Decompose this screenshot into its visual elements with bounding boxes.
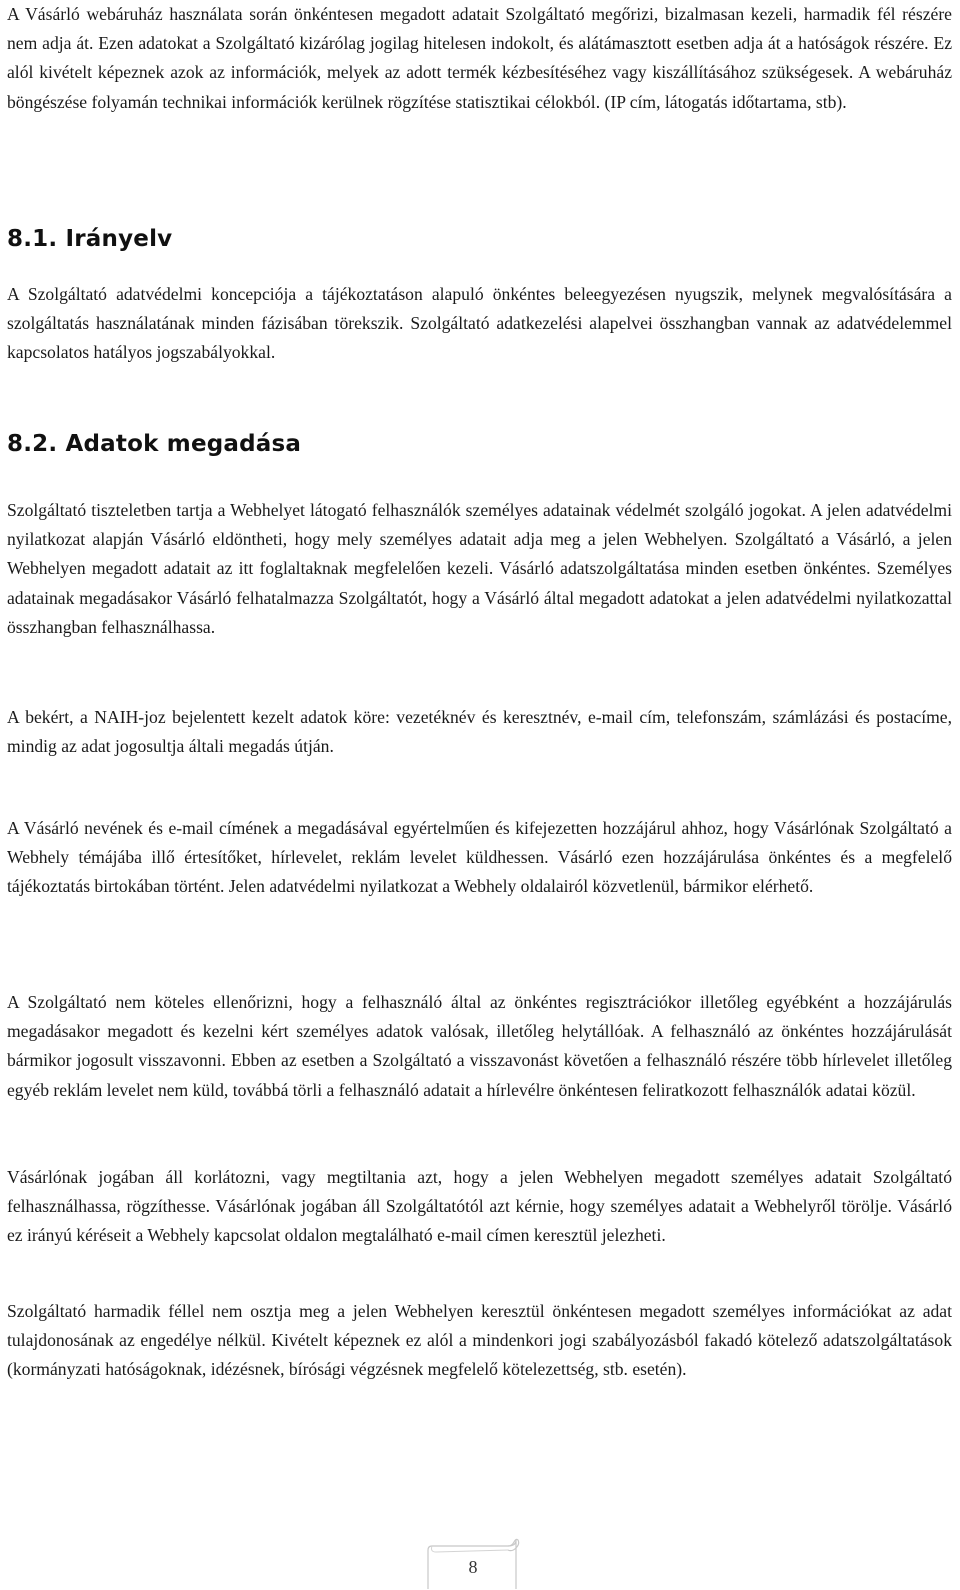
page-number: 8 <box>468 1557 478 1577</box>
page-number-marker <box>424 1538 522 1590</box>
section-8-2-paragraph: A Szolgáltató nem köteles ellenőrizni, hogy a felhasználó által az önkéntes regisztrációkor illetőleg egyébként a hozzájárulás megadásakor megadott és kezelni kért személyes adatok valósak, illetőleg helytállóak. A felhasználó az önkéntes hozzájárulását bármikor jogosult visszavonni. Ebben az esetben a Szolgáltató a visszavonást követően a felhasználó részére több hírlevelet illetőleg egyéb reklám levelet nem küld, továbbá törli a felhasználó adatait a hírlevélre önkéntesen feliratkozott felhasználók adatai közül. <box>7 992 952 1100</box>
section-8-2-paragraph: Szolgáltató harmadik féllel nem osztja meg a jelen Webhelyen keresztül önkéntesen megadott személyes információkat az adat tulajdonosának az engedélye nélkül. Kivételt képeznek ez alól a mindenkori jogi szabályozásból fakadó kötelező adatszolgáltatások (kormányzati hatóságoknak, idézésnek, bírósági végzésnek megfelelő kötelezettség, stb. esetén). <box>7 1301 952 1380</box>
section-8-2-paragraph: Vásárlónak jogában áll korlátozni, vagy megtiltania azt, hogy a jelen Webhelyen megadott személyes adatait Szolgáltató felhasználhassa, rögzíthesse. Vásárlónak jogában áll Szolgáltatótól azt kérnie, hogy személyes adatait a Webhelyről törölje. Vásárló ez irányú kéréseit a Webhely kapcsolat oldalon megtalálható e-mail címen keresztül jelezheti. <box>7 1167 952 1246</box>
section-8-2-paragraph: A Vásárló nevének és e-mail címének a megadásával egyértelműen és kifejezetten hozzájárul ahhoz, hogy Vásárlónak Szolgáltató a Webhely témájába illő értesítőket, hírlevelet, reklám levelet küldhessen. Vásárló ezen hozzájárulása önkéntes és a megfelelő tájékoztatás birtokában történt. Jelen adatvédelmi nyilatkozat a Webhely oldalairól közvetlenül, bármikor elérhető. <box>7 818 952 897</box>
section-8-1-paragraph: A Szolgáltató adatvédelmi koncepciója a tájékoztatáson alapuló önkéntes beleegyezésen nyugszik, melynek megvalósítására a szolgáltatás használatának minden fázisában törekszik. Szolgáltató adatkezelési alapelvei összhangban vannak az adatvédelemmel kapcsolatos hatályos jogszabályokkal. <box>7 284 952 363</box>
intro-paragraph: A Vásárló webáruház használata során önkéntesen megadott adatait Szolgáltató megőrizi, bizalmasan kezeli, harmadik fél részére nem adja át. Ezen adatokat a Szolgáltató kizárólag jogilag hitelesen indokolt, és alátámasztott esetben adja át a hatóságok részére. Ez alól kivételt képeznek azok az információk, melyek az adott termék kézbesítéséhez vagy kiszállításához szükségesek. A webáruház böngészése folyamán technikai információk kerülnek rögzítése statisztikai célokból. (IP cím, látogatás időtartama, stb). <box>7 4 952 112</box>
section-8-2-paragraph: A bekért, a NAIH-joz bejelentett kezelt adatok köre: vezetéknév és keresztnév, e-mail cím, telefonszám, számlázási és postacíme, mindig az adat jogosultja általi megadás útján. <box>7 707 952 757</box>
section-heading-8-1: 8.1. Irányelv <box>7 226 173 252</box>
section-8-2-paragraph: Szolgáltató tiszteletben tartja a Webhelyet látogató felhasználók személyes adatainak védelmét szolgáló jogokat. A jelen adatvédelmi nyilatkozat alapján Vásárló eldöntheti, hogy mely személyes adatait adja meg a jelen Webhelyen. Szolgáltató a Vásárló, a jelen Webhelyen megadott adatait az itt foglaltaknak megfelelően kezeli. Vásárló adatszolgáltatása minden esetben önkéntes. Személyes adatainak megadásakor Vásárló felhatalmazza Szolgáltatót, hogy a Vásárló által megadott adatokat a jelen adatvédelmi nyilatkozattal összhangban felhasználhassa. <box>7 500 952 637</box>
section-heading-8-2: 8.2. Adatok megadása <box>7 431 302 457</box>
